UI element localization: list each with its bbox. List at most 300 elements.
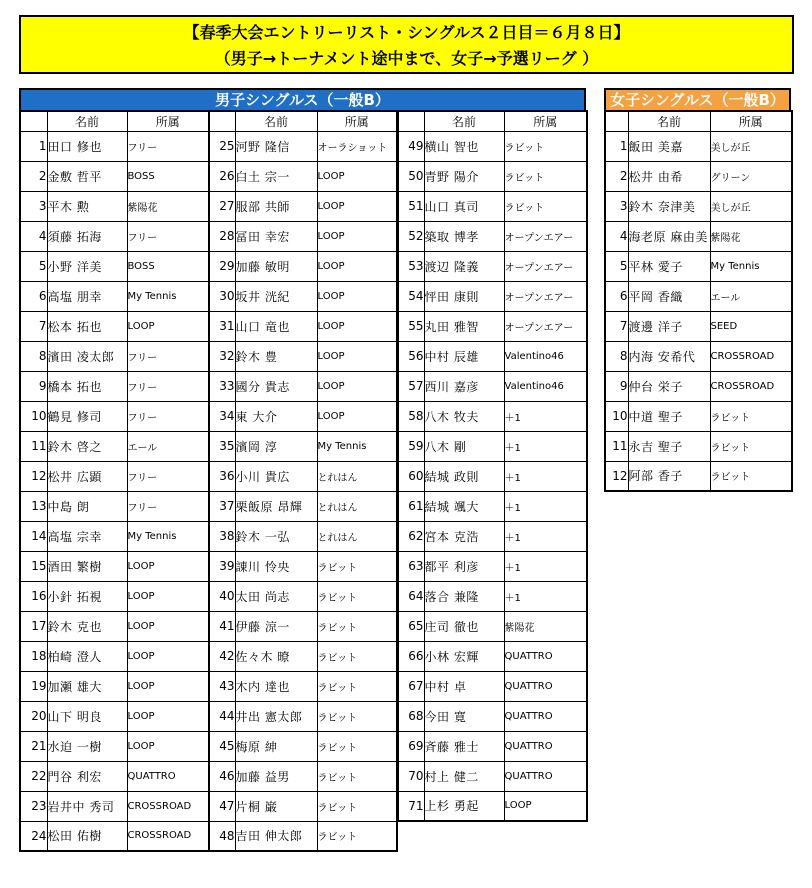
player-affiliation: フリー [127, 401, 209, 431]
player-row [20, 701, 209, 731]
player-affiliation: エール [127, 431, 209, 461]
player-name: 今田 寛 [424, 701, 504, 731]
player-number: 69 [398, 731, 424, 761]
player-row [209, 161, 397, 191]
player-row [398, 311, 587, 341]
player-name: 小川 貴広 [235, 461, 317, 491]
player-row [20, 131, 209, 161]
player-affiliation: ＋1 [504, 431, 587, 461]
player-affiliation: オープンエアー [504, 221, 587, 251]
player-name: 落合 兼隆 [424, 581, 504, 611]
player-number: 8 [20, 341, 47, 371]
player-name: 横山 智也 [424, 131, 504, 161]
player-affiliation: CROSSROAD [127, 821, 209, 851]
player-row [20, 191, 209, 221]
player-name: 坂井 洸紀 [235, 281, 317, 311]
player-row [209, 311, 397, 341]
col-affiliation-header: 所属 [710, 111, 792, 131]
player-number: 10 [605, 401, 628, 431]
player-affiliation: ＋1 [504, 581, 587, 611]
player-name: 山口 真司 [424, 191, 504, 221]
player-affiliation: ラビット [317, 701, 397, 731]
player-number: 17 [20, 611, 47, 641]
player-affiliation: フリー [127, 491, 209, 521]
player-row [209, 611, 397, 641]
player-affiliation: LOOP [127, 611, 209, 641]
women-singles-header: 女子シングルス（一般B） [604, 88, 791, 110]
player-number: 64 [398, 581, 424, 611]
player-name: 岩井中 秀司 [47, 791, 127, 821]
player-affiliation: QUATTRO [504, 761, 587, 791]
player-row [20, 461, 209, 491]
player-number: 11 [20, 431, 47, 461]
player-number: 35 [209, 431, 235, 461]
men-table-column-1 [19, 110, 210, 852]
player-name: 冨田 幸宏 [235, 221, 317, 251]
player-number: 59 [398, 431, 424, 461]
player-number: 37 [209, 491, 235, 521]
player-row [20, 281, 209, 311]
player-row [209, 461, 397, 491]
player-row [20, 611, 209, 641]
player-name: 梅原 紳 [235, 731, 317, 761]
player-number: 61 [398, 491, 424, 521]
player-row [209, 701, 397, 731]
player-number: 11 [605, 431, 628, 461]
player-affiliation: LOOP [127, 671, 209, 701]
player-row [605, 131, 792, 161]
player-affiliation: LOOP [127, 641, 209, 671]
player-affiliation: 紫陽花 [504, 611, 587, 641]
player-number: 5 [20, 251, 47, 281]
player-number: 33 [209, 371, 235, 401]
player-name: 國分 貴志 [235, 371, 317, 401]
player-row [20, 431, 209, 461]
player-number: 67 [398, 671, 424, 701]
player-number: 47 [209, 791, 235, 821]
player-name: 山口 竜也 [235, 311, 317, 341]
player-affiliation: LOOP [317, 401, 397, 431]
player-name: 築取 博孝 [424, 221, 504, 251]
player-name: 高塩 宗幸 [47, 521, 127, 551]
player-affiliation: ラビット [710, 431, 792, 461]
player-number: 34 [209, 401, 235, 431]
player-name: 白土 宗一 [235, 161, 317, 191]
player-number: 15 [20, 551, 47, 581]
player-row [20, 251, 209, 281]
player-row [209, 131, 397, 161]
player-row [209, 341, 397, 371]
player-number: 65 [398, 611, 424, 641]
player-name: 濱田 凌太郎 [47, 341, 127, 371]
player-name: 小針 拓視 [47, 581, 127, 611]
player-number: 1 [20, 131, 47, 161]
player-name: 結城 政則 [424, 461, 504, 491]
player-number: 57 [398, 371, 424, 401]
player-name: 斉藤 雅士 [424, 731, 504, 761]
player-name: 東 大介 [235, 401, 317, 431]
player-name: 加藤 敏明 [235, 251, 317, 281]
col-name-header: 名前 [235, 111, 317, 131]
player-row [209, 281, 397, 311]
player-affiliation: フリー [127, 461, 209, 491]
player-number: 43 [209, 671, 235, 701]
player-row [605, 461, 792, 491]
player-row [398, 551, 587, 581]
player-affiliation: ＋1 [504, 401, 587, 431]
player-name: 酒田 繁樹 [47, 551, 127, 581]
player-row [398, 191, 587, 221]
player-number: 48 [209, 821, 235, 851]
player-number: 44 [209, 701, 235, 731]
player-number: 39 [209, 551, 235, 581]
player-row [209, 191, 397, 221]
player-affiliation: BOSS [127, 161, 209, 191]
player-name: 西川 嘉彦 [424, 371, 504, 401]
player-name: 小林 宏輝 [424, 641, 504, 671]
player-number: 45 [209, 731, 235, 761]
player-name: 鈴木 豊 [235, 341, 317, 371]
player-number: 71 [398, 791, 424, 821]
player-row [20, 731, 209, 761]
player-row [398, 701, 587, 731]
player-affiliation: ＋1 [504, 521, 587, 551]
player-name: 渡邊 洋子 [628, 311, 710, 341]
player-number: 7 [605, 311, 628, 341]
player-name: 小野 洋美 [47, 251, 127, 281]
player-row [398, 641, 587, 671]
player-row [20, 221, 209, 251]
player-row [398, 671, 587, 701]
men-singles-header: 男子シングルス（一般B） [19, 88, 586, 110]
player-number: 20 [20, 701, 47, 731]
player-number: 58 [398, 401, 424, 431]
col-affiliation-header: 所属 [317, 111, 397, 131]
player-name: 吉田 伸太郎 [235, 821, 317, 851]
player-name: 柏崎 澄人 [47, 641, 127, 671]
player-row [20, 401, 209, 431]
player-name: 松井 由希 [628, 161, 710, 191]
player-affiliation: LOOP [317, 251, 397, 281]
player-affiliation: グリーン [710, 161, 792, 191]
player-affiliation: ラビット [317, 551, 397, 581]
player-row [398, 731, 587, 761]
col-number-header [605, 111, 628, 131]
player-number: 6 [605, 281, 628, 311]
player-affiliation: LOOP [317, 311, 397, 341]
player-affiliation: CROSSROAD [127, 791, 209, 821]
player-number: 41 [209, 611, 235, 641]
player-number: 18 [20, 641, 47, 671]
men-table-column-3 [397, 110, 588, 822]
player-row [20, 521, 209, 551]
player-affiliation: オープンエアー [504, 281, 587, 311]
player-name: 松本 拓也 [47, 311, 127, 341]
player-affiliation: ラビット [317, 821, 397, 851]
player-number: 50 [398, 161, 424, 191]
player-number: 49 [398, 131, 424, 161]
player-name: 鈴木 奈津美 [628, 191, 710, 221]
player-name: 平林 愛子 [628, 251, 710, 281]
player-name: 阿部 香子 [628, 461, 710, 491]
player-number: 14 [20, 521, 47, 551]
player-name: 田口 修也 [47, 131, 127, 161]
player-name: 永吉 聖子 [628, 431, 710, 461]
player-row [209, 371, 397, 401]
player-name: 宮本 克浩 [424, 521, 504, 551]
col-affiliation-header: 所属 [127, 111, 209, 131]
player-number: 62 [398, 521, 424, 551]
player-affiliation: ラビット [317, 791, 397, 821]
player-row [20, 671, 209, 701]
player-row [209, 431, 397, 461]
player-number: 60 [398, 461, 424, 491]
player-number: 13 [20, 491, 47, 521]
player-row [20, 761, 209, 791]
player-row [209, 491, 397, 521]
player-number: 66 [398, 641, 424, 671]
player-row [398, 281, 587, 311]
player-number: 38 [209, 521, 235, 551]
col-name-header: 名前 [628, 111, 710, 131]
player-affiliation: LOOP [127, 311, 209, 341]
player-number: 23 [20, 791, 47, 821]
player-number: 68 [398, 701, 424, 731]
player-row [209, 671, 397, 701]
player-affiliation: ラビット [317, 611, 397, 641]
page-title-banner [19, 15, 794, 74]
player-number: 55 [398, 311, 424, 341]
player-name: 中道 聖子 [628, 401, 710, 431]
player-affiliation: ＋1 [504, 491, 587, 521]
player-row [398, 161, 587, 191]
player-affiliation: My Tennis [317, 431, 397, 461]
page-subtitle: （男子→トーナメント途中まで、女子→予選リーグ ） [214, 49, 599, 68]
player-name: 丸田 雅智 [424, 311, 504, 341]
player-row [20, 371, 209, 401]
player-affiliation: オープンエアー [504, 251, 587, 281]
player-number: 5 [605, 251, 628, 281]
player-affiliation: 紫陽花 [127, 191, 209, 221]
player-number: 28 [209, 221, 235, 251]
player-affiliation: LOOP [317, 371, 397, 401]
player-number: 8 [605, 341, 628, 371]
player-affiliation: フリー [127, 371, 209, 401]
player-name: 鈴木 一弘 [235, 521, 317, 551]
player-number: 32 [209, 341, 235, 371]
player-affiliation: フリー [127, 341, 209, 371]
col-name-header: 名前 [47, 111, 127, 131]
player-name: 中村 卓 [424, 671, 504, 701]
player-row [605, 371, 792, 401]
player-name: 村上 健二 [424, 761, 504, 791]
player-row [20, 161, 209, 191]
player-affiliation: ＋1 [504, 551, 587, 581]
player-row [20, 311, 209, 341]
player-row [398, 761, 587, 791]
col-affiliation-header: 所属 [504, 111, 587, 131]
player-row [398, 341, 587, 371]
player-name: 八木 牧夫 [424, 401, 504, 431]
player-name: 都平 利彦 [424, 551, 504, 581]
player-name: 庄司 徹也 [424, 611, 504, 641]
player-number: 10 [20, 401, 47, 431]
player-row [605, 221, 792, 251]
player-name: 海老原 麻由美 [628, 221, 710, 251]
player-affiliation: ラビット [317, 581, 397, 611]
player-number: 30 [209, 281, 235, 311]
player-number: 3 [20, 191, 47, 221]
women-table [604, 110, 793, 492]
player-affiliation: LOOP [317, 191, 397, 221]
player-name: 濱岡 淳 [235, 431, 317, 461]
player-affiliation: フリー [127, 131, 209, 161]
player-name: 服部 共師 [235, 191, 317, 221]
player-number: 25 [209, 131, 235, 161]
player-name: 青野 陽介 [424, 161, 504, 191]
player-affiliation: CROSSROAD [710, 371, 792, 401]
player-row [398, 791, 587, 821]
player-number: 31 [209, 311, 235, 341]
player-name: 木内 達也 [235, 671, 317, 701]
player-name: 飯田 美嘉 [628, 131, 710, 161]
player-number: 22 [20, 761, 47, 791]
player-row [209, 521, 397, 551]
player-affiliation: QUATTRO [504, 671, 587, 701]
player-number: 16 [20, 581, 47, 611]
player-row [20, 821, 209, 851]
player-row [398, 521, 587, 551]
player-affiliation: LOOP [127, 731, 209, 761]
player-name: 結城 颯大 [424, 491, 504, 521]
player-number: 46 [209, 761, 235, 791]
player-row [20, 581, 209, 611]
player-row [20, 551, 209, 581]
player-row [209, 551, 397, 581]
player-number: 9 [605, 371, 628, 401]
player-name: 金敷 哲平 [47, 161, 127, 191]
player-affiliation: LOOP [127, 581, 209, 611]
player-number: 9 [20, 371, 47, 401]
player-number: 52 [398, 221, 424, 251]
col-name-header: 名前 [424, 111, 504, 131]
col-number-header [398, 111, 424, 131]
player-row [209, 731, 397, 761]
player-number: 56 [398, 341, 424, 371]
player-number: 4 [20, 221, 47, 251]
player-affiliation: SEED [710, 311, 792, 341]
player-affiliation: ラビット [504, 161, 587, 191]
player-row [20, 641, 209, 671]
player-affiliation: CROSSROAD [710, 341, 792, 371]
player-affiliation: LOOP [317, 221, 397, 251]
player-row [209, 641, 397, 671]
player-row [209, 791, 397, 821]
player-name: 諌川 怜央 [235, 551, 317, 581]
player-name: 鶴見 修司 [47, 401, 127, 431]
player-name: 井出 憲太郎 [235, 701, 317, 731]
player-row [605, 281, 792, 311]
player-name: 伊藤 涼一 [235, 611, 317, 641]
player-affiliation: オープンエアー [504, 311, 587, 341]
player-name: 佐々木 暸 [235, 641, 317, 671]
player-affiliation: 紫陽花 [710, 221, 792, 251]
player-name: 平岡 香織 [628, 281, 710, 311]
player-number: 12 [20, 461, 47, 491]
player-number: 51 [398, 191, 424, 221]
player-row [209, 581, 397, 611]
player-number: 53 [398, 251, 424, 281]
player-number: 1 [605, 131, 628, 161]
player-name: 松井 広顕 [47, 461, 127, 491]
player-number: 63 [398, 551, 424, 581]
player-row [398, 611, 587, 641]
player-affiliation: ＋1 [504, 461, 587, 491]
page-title: 【春季大会エントリーリスト・シングルス２日目＝６月８日】 [183, 23, 630, 42]
player-number: 21 [20, 731, 47, 761]
player-name: 加藤 益男 [235, 761, 317, 791]
player-affiliation: ラビット [317, 761, 397, 791]
player-name: 須藤 拓海 [47, 221, 127, 251]
player-name: 片桐 巌 [235, 791, 317, 821]
player-affiliation: エール [710, 281, 792, 311]
player-affiliation: ラビット [710, 401, 792, 431]
player-affiliation: Valentino46 [504, 371, 587, 401]
men-table-column-2 [208, 110, 398, 852]
player-affiliation: ラビット [317, 641, 397, 671]
player-row [20, 341, 209, 371]
player-row [209, 761, 397, 791]
player-name: 河野 隆信 [235, 131, 317, 161]
player-name: 加瀬 雄大 [47, 671, 127, 701]
player-affiliation: LOOP [504, 791, 587, 821]
player-number: 6 [20, 281, 47, 311]
player-affiliation: QUATTRO [504, 641, 587, 671]
player-row [398, 491, 587, 521]
player-affiliation: BOSS [127, 251, 209, 281]
player-name: 松田 佑樹 [47, 821, 127, 851]
player-affiliation: My Tennis [127, 521, 209, 551]
player-affiliation: Valentino46 [504, 341, 587, 371]
player-name: 山下 明良 [47, 701, 127, 731]
player-name: 橋本 拓也 [47, 371, 127, 401]
player-row [605, 161, 792, 191]
player-row [605, 191, 792, 221]
player-number: 42 [209, 641, 235, 671]
player-affiliation: オーラショット [317, 131, 397, 161]
player-affiliation: ラビット [710, 461, 792, 491]
player-affiliation: LOOP [127, 701, 209, 731]
player-affiliation: とれはん [317, 461, 397, 491]
player-name: 鈴木 克也 [47, 611, 127, 641]
player-name: 平木 勲 [47, 191, 127, 221]
player-row [398, 431, 587, 461]
player-number: 26 [209, 161, 235, 191]
col-number-header [20, 111, 47, 131]
player-affiliation: ラビット [504, 131, 587, 161]
player-row [605, 341, 792, 371]
player-row [209, 221, 397, 251]
player-name: 高塩 朋幸 [47, 281, 127, 311]
player-number: 19 [20, 671, 47, 701]
player-affiliation: QUATTRO [504, 701, 587, 731]
player-affiliation: 美しが丘 [710, 191, 792, 221]
player-row [398, 461, 587, 491]
player-affiliation: とれはん [317, 521, 397, 551]
player-number: 40 [209, 581, 235, 611]
player-name: 渡辺 隆義 [424, 251, 504, 281]
player-name: 上杉 勇起 [424, 791, 504, 821]
